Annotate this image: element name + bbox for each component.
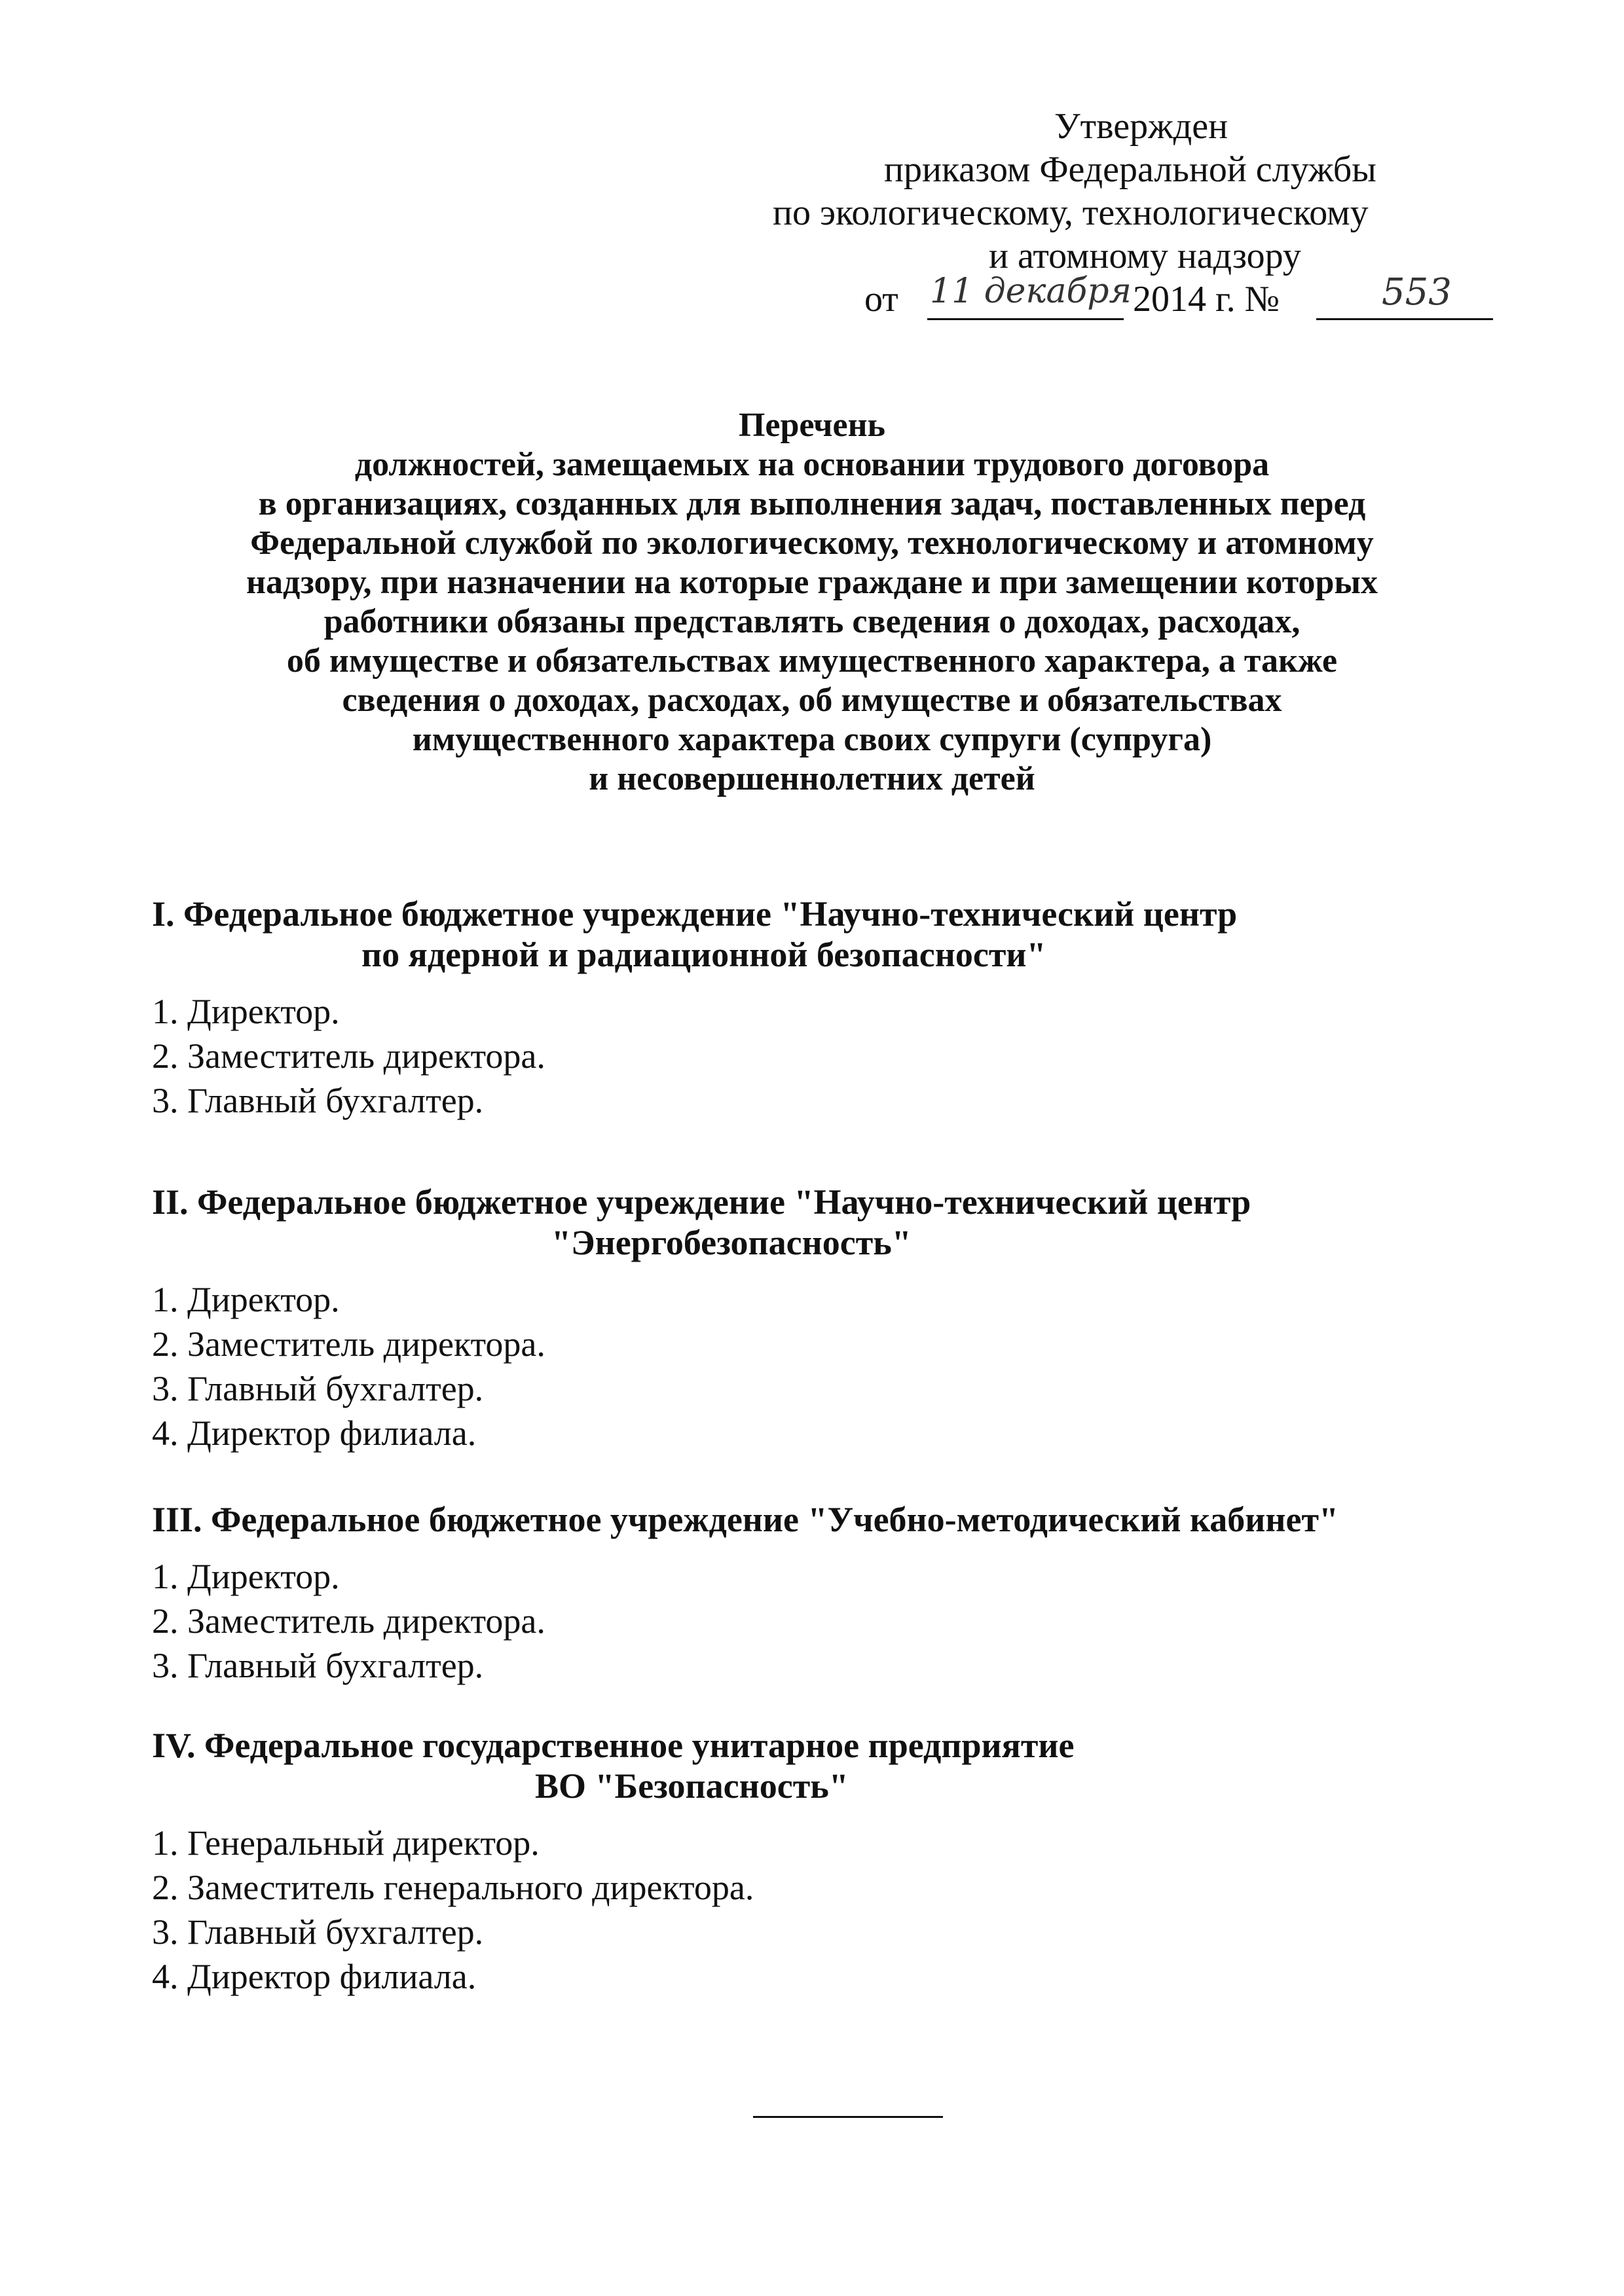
title-line: должностей, замещаемых на основании трудового договора [354,446,1270,483]
title-line: в организациях, созданных для выполнения задач, поставленных перед [258,485,1366,522]
list-item: 2. Заместитель генерального директора. [152,1868,754,1907]
handwritten-order-number: 553 [1382,271,1452,314]
section-heading-line: "Энергобезопасность" [551,1223,912,1262]
date-prefix: от [864,279,898,319]
handwritten-date: 11 декабря [930,272,1132,311]
list-item: 4. Директор филиала. [152,1413,477,1453]
title-line: об имуществе и обязательствах имущественного характера, а также [286,642,1338,680]
approval-line-3: по экологическому, технологическому [773,192,1369,233]
section-1 [152,894,1501,1123]
position-list [152,1554,1501,1688]
list-item: 3. Главный бухгалтер. [152,1646,484,1685]
section-heading [152,1182,1501,1263]
approval-date-line [864,271,1493,325]
position-list [152,989,1501,1123]
list-item: 4. Директор филиала. [152,1957,477,1996]
section-2 [152,1182,1501,1455]
title-line: имущественного характера своих супруги (супруга) [412,721,1212,758]
title-line: и несовершеннолетних детей [589,760,1035,797]
list-item: 2. Заместитель директора. [152,1601,545,1641]
list-item: 3. Главный бухгалтер. [152,1369,484,1408]
section-heading [152,1725,1501,1806]
title-line: Федеральной службой по экологическому, технологическому и атомному [250,524,1374,562]
section-heading-line: ВО "Безопасность" [535,1766,849,1806]
title-line: сведения о доходах, расходах, об имуществе и обязательствах [342,682,1282,719]
document-title [157,406,1467,799]
list-item: 2. Заместитель директора. [152,1036,545,1076]
section-4 [152,1725,1501,1999]
list-item: 1. Директор. [152,992,340,1031]
section-heading-line: II. Федеральное бюджетное учреждение "Научно-технический центр [152,1182,1251,1222]
list-item: 1. Генеральный директор. [152,1823,540,1863]
list-item: 2. Заместитель директора. [152,1324,545,1364]
approval-line-1: Утвержден [1054,106,1228,147]
approval-line-2: приказом Федеральной службы [884,149,1376,190]
list-item: 1. Директор. [152,1557,340,1596]
end-divider [753,2116,943,2118]
title-line: надзору, при назначении на которые граждане и при замещении которых [246,564,1378,601]
section-heading [152,1499,1501,1540]
position-list [152,1277,1501,1455]
date-underline [927,318,1124,320]
section-heading-line: III. Федеральное бюджетное учреждение "Учебно-методический кабинет" [152,1500,1338,1539]
title-line: работники обязаны представлять сведения о доходах, расходах, [323,603,1301,640]
position-list [152,1821,1501,1999]
list-item: 3. Главный бухгалтер. [152,1081,484,1120]
list-item: 1. Директор. [152,1280,340,1319]
approval-line-4: и атомному надзору [989,236,1301,276]
section-heading [152,894,1501,975]
number-underline [1316,318,1493,320]
year-and-number-label: 2014 г. № [1133,279,1280,319]
title-heading: Перечень [738,407,886,444]
section-heading-line: по ядерной и радиационной безопасности" [361,935,1046,974]
section-heading-line: I. Федеральное бюджетное учреждение "Научно-технический центр [152,894,1238,934]
section-heading-line: IV. Федеральное государственное унитарное предприятие [152,1726,1075,1765]
list-item: 3. Главный бухгалтер. [152,1912,484,1952]
section-3 [152,1499,1501,1688]
